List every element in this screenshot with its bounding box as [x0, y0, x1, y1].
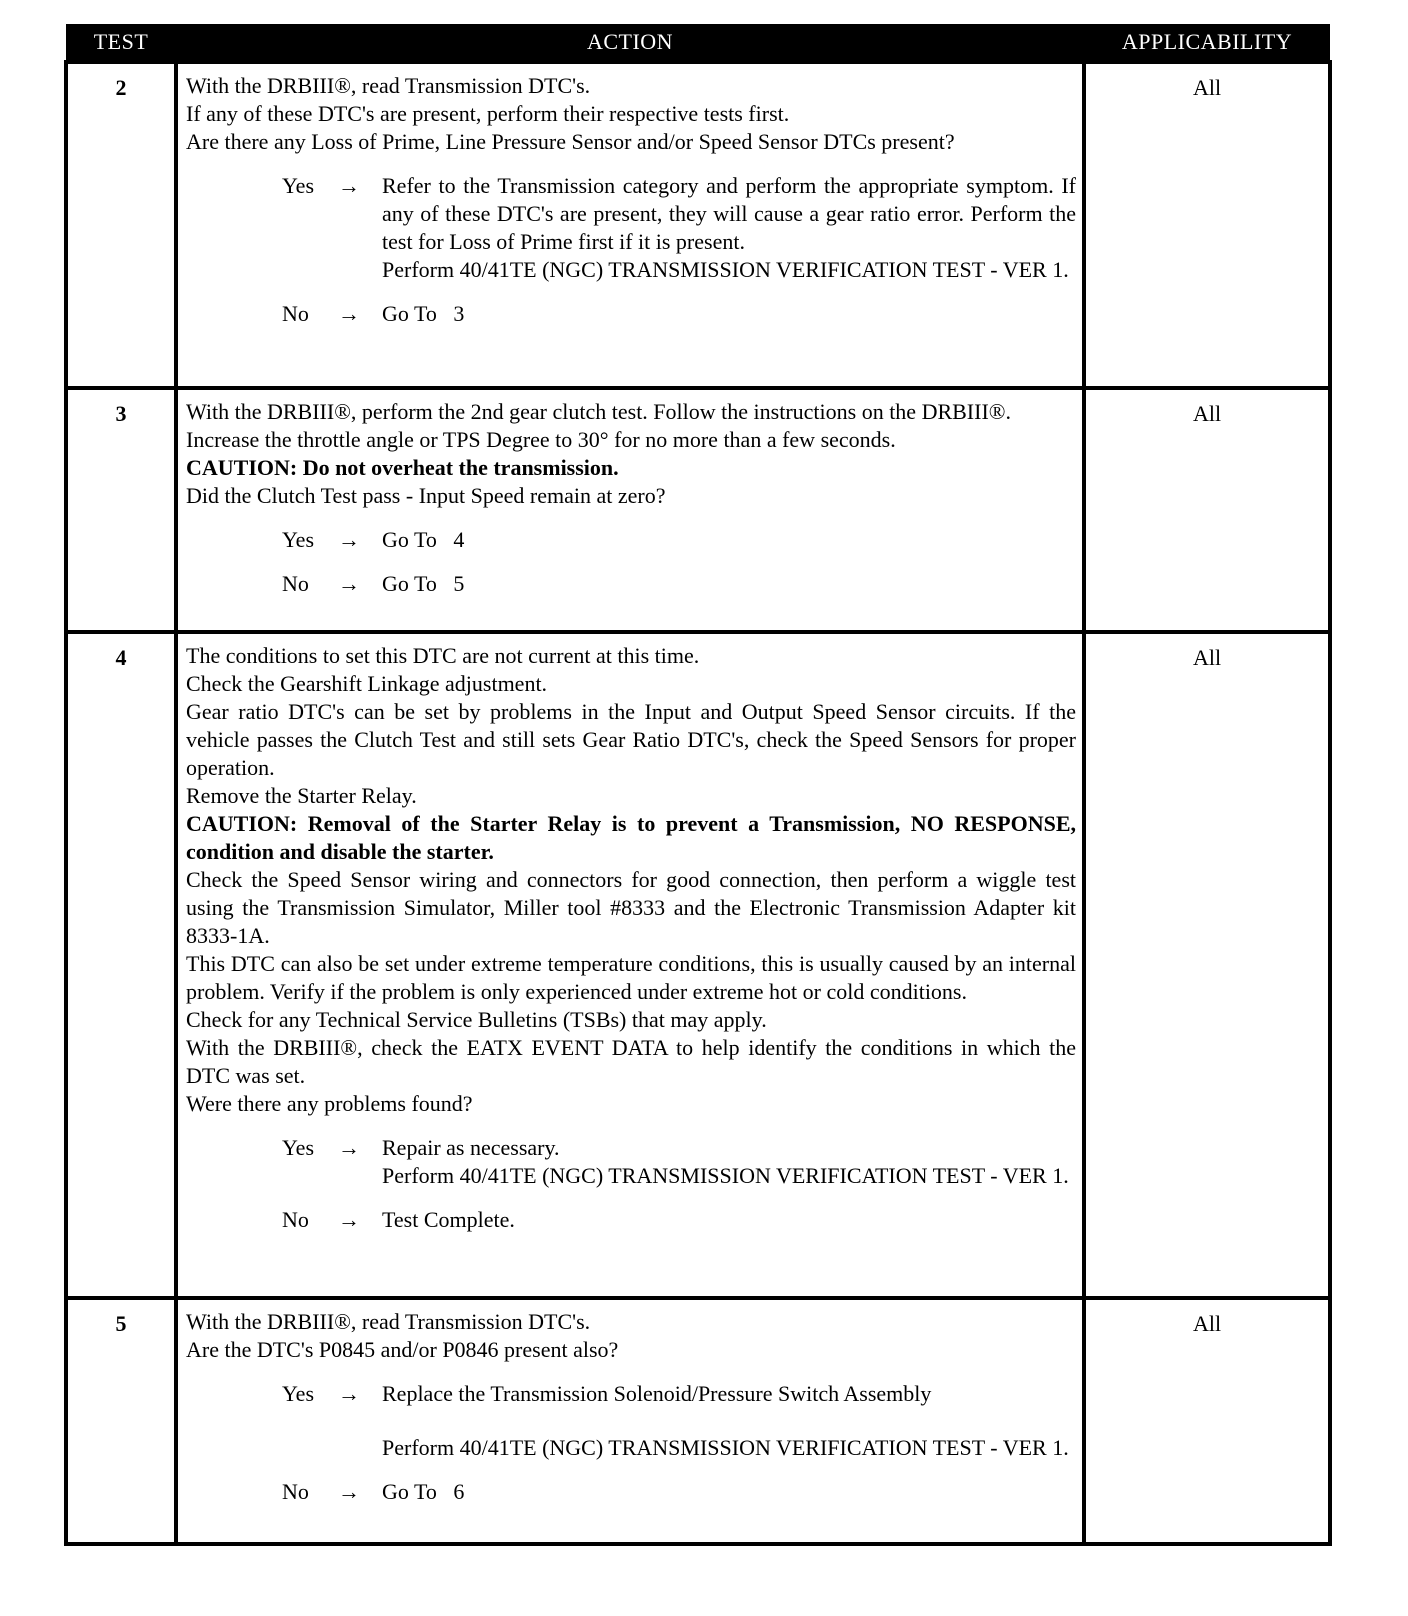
applicability-value: All	[1084, 62, 1330, 388]
action-line: With the DRBIII®, perform the 2nd gear clutch test. Follow the instructions on the DRBIII®.	[186, 399, 1011, 424]
action-line: With the DRBIII®, read Transmission DTC's.	[186, 1309, 591, 1334]
table-row	[66, 388, 1330, 632]
header-test: TEST	[66, 24, 176, 62]
yes-text: Perform 40/41TE (NGC) TRANSMISSION VERIFICATION TEST - VER 1.	[382, 1163, 1069, 1188]
action-line: The conditions to set this DTC are not current at this time.	[186, 643, 700, 668]
yes-label: Yes	[282, 1381, 315, 1406]
action-line: If any of these DTC's are present, perform their respective tests first.	[186, 101, 790, 126]
table-header-row	[66, 24, 1330, 62]
no-branch	[186, 300, 1076, 328]
table-row	[66, 1298, 1330, 1544]
applicability-value: All	[1084, 1298, 1330, 1544]
action-line: Increase the throttle angle or TPS Degree to 30° for no more than a few seconds.	[186, 427, 896, 452]
yes-text: Perform 40/41TE (NGC) TRANSMISSION VERIFICATION TEST - VER 1.	[382, 1435, 1069, 1460]
no-label: No	[282, 1207, 309, 1232]
caution-text: CAUTION: Do not overheat the transmission.	[186, 455, 619, 480]
action-line: Are there any Loss of Prime, Line Pressure Sensor and/or Speed Sensor DTCs present?	[186, 129, 955, 154]
no-branch	[186, 570, 1076, 598]
no-text: Go To 5	[382, 571, 465, 596]
right-arrow-icon: →	[338, 1135, 360, 1160]
right-arrow-icon: →	[338, 1479, 360, 1504]
yes-text: Perform 40/41TE (NGC) TRANSMISSION VERIFICATION TEST - VER 1.	[382, 257, 1069, 282]
yes-label: Yes	[282, 1135, 315, 1160]
action-line: This DTC can also be set under extreme temperature conditions, this is usually caused by an internal problem. Verify if the problem is only experienced under extreme hot or cold conditions.	[186, 951, 1076, 1004]
right-arrow-icon: →	[338, 1207, 360, 1232]
action-line: Are the DTC's P0845 and/or P0846 present also?	[186, 1337, 619, 1362]
no-branch	[186, 1206, 1076, 1234]
no-text: Go To 6	[382, 1479, 465, 1504]
test-number: 2	[66, 62, 176, 388]
action-line: Check the Speed Sensor wiring and connectors for good connection, then perform a wiggle test using the Transmission Simulator, Miller tool #8333 and the Electronic Transmission Adapter kit 8333-1A.	[186, 867, 1076, 948]
action-cell	[176, 632, 1084, 1298]
action-line: Check the Gearshift Linkage adjustment.	[186, 671, 548, 696]
right-arrow-icon: →	[338, 1381, 360, 1406]
action-cell	[176, 62, 1084, 388]
yes-text: Go To 4	[382, 527, 465, 552]
right-arrow-icon: →	[338, 527, 360, 552]
yes-text: Refer to the Transmission category and perform the appropriate symptom. If any of these DTC's are present, they will cause a gear ratio error. Perform the test for Loss of Prime first if it is present.	[382, 173, 1076, 254]
action-line: With the DRBIII®, check the EATX EVENT DATA to help identify the conditions in which the DTC was set.	[186, 1035, 1076, 1088]
no-label: No	[282, 1479, 309, 1504]
action-line: Did the Clutch Test pass - Input Speed remain at zero?	[186, 483, 666, 508]
table-row	[66, 62, 1330, 388]
no-label: No	[282, 571, 309, 596]
diagnostic-test-table	[64, 24, 1328, 1546]
yes-branch	[186, 526, 1076, 554]
test-number: 5	[66, 1298, 176, 1544]
action-line: Check for any Technical Service Bulletins (TSBs) that may apply.	[186, 1007, 767, 1032]
yes-text: Repair as necessary.	[382, 1135, 560, 1160]
right-arrow-icon: →	[338, 571, 360, 596]
caution-text: CAUTION: Removal of the Starter Relay is to prevent a Transmission, NO RESPONSE, condition and disable the starter.	[186, 811, 1076, 864]
yes-branch	[186, 172, 1076, 284]
yes-branch	[186, 1380, 1076, 1462]
action-line: Gear ratio DTC's can be set by problems in the Input and Output Speed Sensor circuits. If the vehicle passes the Clutch Test and still sets Gear Ratio DTC's, check the Speed Sensors for proper operation.	[186, 699, 1076, 780]
action-cell	[176, 388, 1084, 632]
yes-branch	[186, 1134, 1076, 1190]
right-arrow-icon: →	[338, 301, 360, 326]
test-number: 4	[66, 632, 176, 1298]
header-applicability: APPLICABILITY	[1084, 24, 1330, 62]
no-text: Go To 3	[382, 301, 465, 326]
action-line: With the DRBIII®, read Transmission DTC's.	[186, 73, 591, 98]
no-branch	[186, 1478, 1076, 1506]
table-row	[66, 632, 1330, 1298]
action-line: Remove the Starter Relay.	[186, 783, 417, 808]
action-cell	[176, 1298, 1084, 1544]
no-text: Test Complete.	[382, 1207, 515, 1232]
no-label: No	[282, 301, 309, 326]
action-line: Were there any problems found?	[186, 1091, 473, 1116]
yes-label: Yes	[282, 527, 315, 552]
applicability-value: All	[1084, 388, 1330, 632]
yes-text: Replace the Transmission Solenoid/Pressure Switch Assembly	[382, 1381, 932, 1406]
yes-label: Yes	[282, 173, 315, 198]
applicability-value: All	[1084, 632, 1330, 1298]
test-number: 3	[66, 388, 176, 632]
header-action: ACTION	[176, 24, 1084, 62]
right-arrow-icon: →	[338, 173, 360, 198]
